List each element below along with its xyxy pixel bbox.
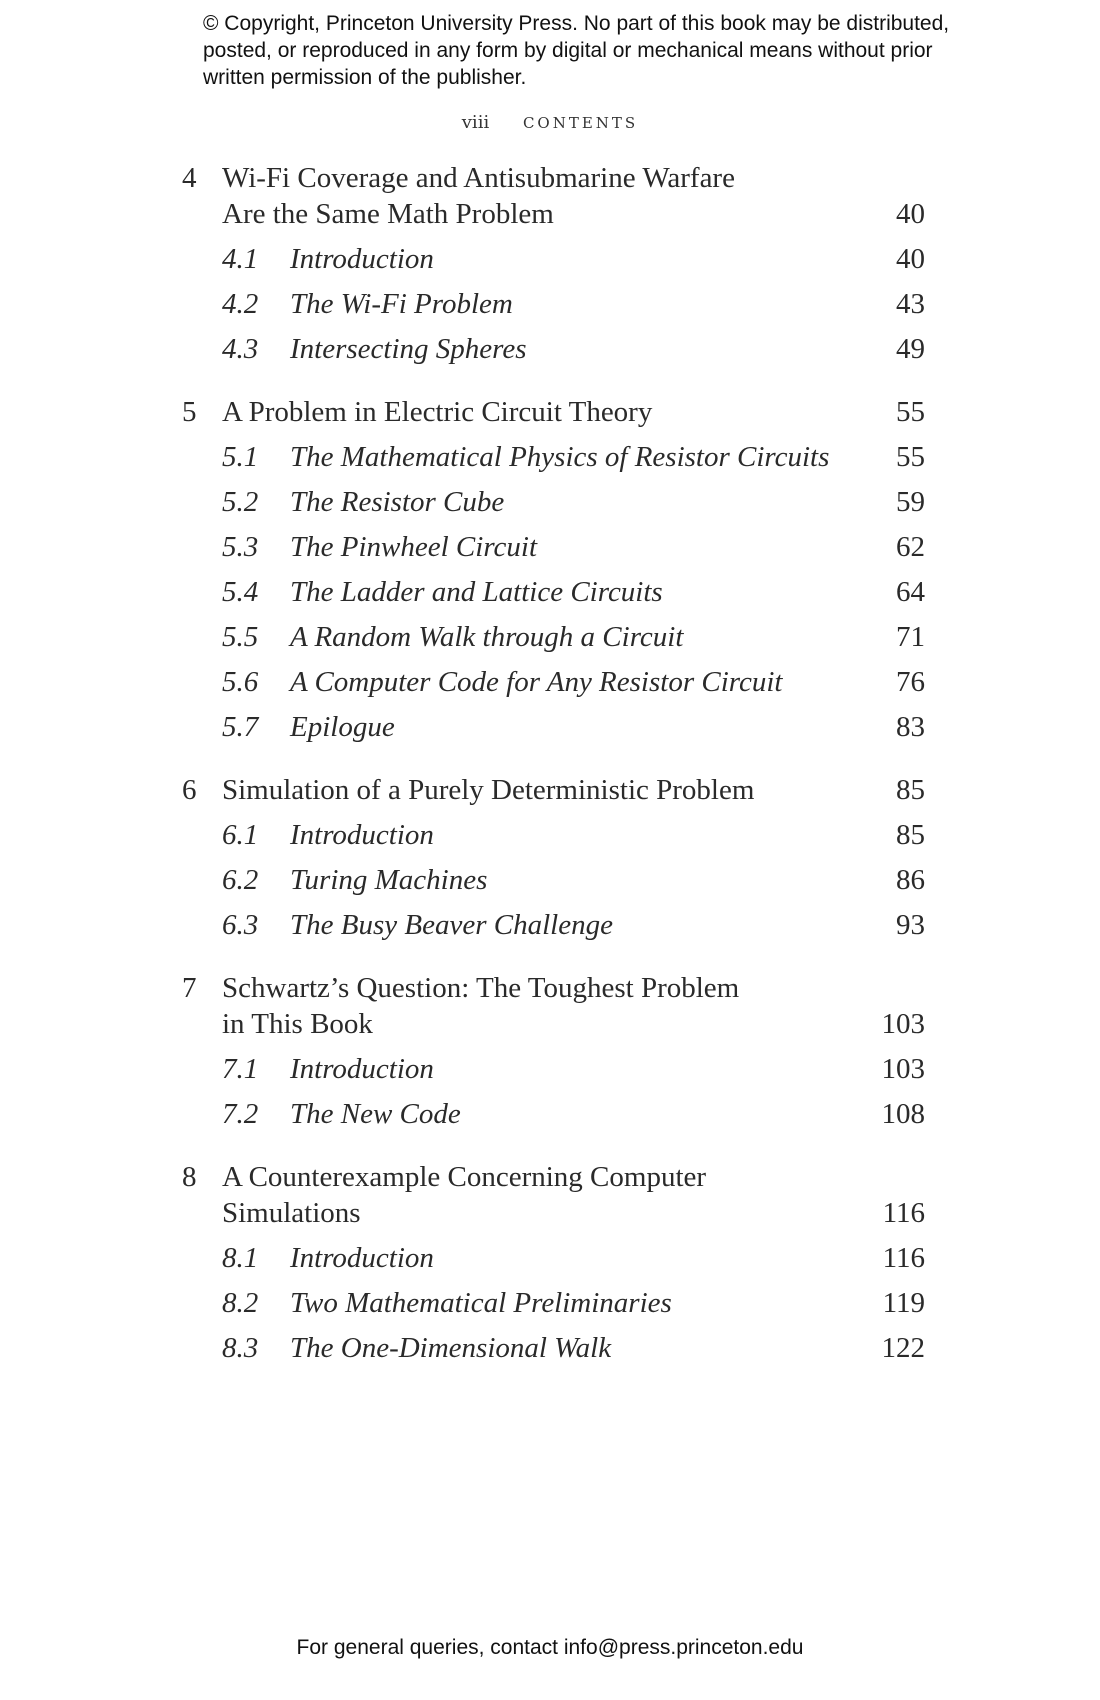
section-number: 4.1 xyxy=(222,243,259,275)
section-title: The New Code xyxy=(290,1098,461,1130)
section-number: 4.2 xyxy=(222,288,259,320)
page-folio: viii xyxy=(461,112,490,133)
section-number: 8.2 xyxy=(222,1287,259,1319)
section-number: 6.2 xyxy=(222,864,259,896)
section-title: Introduction xyxy=(290,243,434,275)
chapter-page-number: 85 xyxy=(896,774,925,806)
chapter-page-number: 40 xyxy=(896,198,925,230)
section-title: Epilogue xyxy=(290,711,395,743)
section-page-number: 119 xyxy=(882,1287,925,1319)
section-page-number: 64 xyxy=(896,576,925,608)
section-number: 6.3 xyxy=(222,909,259,941)
section-page-number: 116 xyxy=(882,1242,925,1274)
section-title: Intersecting Spheres xyxy=(290,333,527,365)
running-head-title: CONTENTS xyxy=(522,114,639,132)
chapter-title: A Problem in Electric Circuit Theory xyxy=(222,396,653,428)
chapter-number: 6 xyxy=(182,774,197,806)
section-page-number: 83 xyxy=(896,711,925,743)
section-number: 5.5 xyxy=(222,621,259,653)
section-title: The Ladder and Lattice Circuits xyxy=(290,576,663,608)
copyright-notice: © Copyright, Princeton University Press. No part of this book may be distributed, posted, or reproduced in any form by digital or mechanical means without prior written permission of the publisher. xyxy=(203,12,950,89)
chapter-number: 4 xyxy=(182,162,197,194)
chapter-title: Are the Same Math Problem xyxy=(222,198,554,230)
section-number: 5.3 xyxy=(222,531,259,563)
section-title: A Random Walk through a Circuit xyxy=(290,621,684,653)
section-number: 8.3 xyxy=(222,1332,259,1364)
section-title: The Mathematical Physics of Resistor Circuits xyxy=(290,441,830,473)
chapter-page-number: 116 xyxy=(882,1197,925,1229)
section-page-number: 55 xyxy=(896,441,925,473)
chapter-title: Wi-Fi Coverage and Antisubmarine Warfare xyxy=(222,162,735,194)
section-page-number: 71 xyxy=(896,621,925,653)
chapter-title: Schwartz’s Question: The Toughest Problem xyxy=(222,972,740,1004)
section-number: 5.2 xyxy=(222,486,259,518)
section-number: 5.7 xyxy=(222,711,259,743)
chapter-title: A Counterexample Concerning Computer xyxy=(222,1161,707,1193)
section-number: 5.6 xyxy=(222,666,259,698)
section-page-number: 49 xyxy=(896,333,925,365)
section-number: 6.1 xyxy=(222,819,259,851)
section-page-number: 122 xyxy=(881,1332,925,1364)
section-page-number: 62 xyxy=(896,531,925,563)
chapter-number: 7 xyxy=(182,972,197,1004)
section-title: The Wi-Fi Problem xyxy=(290,288,513,320)
section-title: Turing Machines xyxy=(290,864,488,896)
chapter-title: in This Book xyxy=(222,1008,373,1040)
chapter-page-number: 55 xyxy=(896,396,925,428)
section-title: Introduction xyxy=(290,819,434,851)
section-number: 4.3 xyxy=(222,333,259,365)
section-page-number: 59 xyxy=(896,486,925,518)
chapter-number: 8 xyxy=(182,1161,197,1193)
footer-contact: For general queries, contact info@press.princeton.edu xyxy=(296,1636,804,1659)
section-title: The Busy Beaver Challenge xyxy=(290,909,613,941)
section-page-number: 40 xyxy=(896,243,925,275)
section-number: 7.2 xyxy=(222,1098,259,1130)
section-title: The One-Dimensional Walk xyxy=(290,1332,612,1364)
section-page-number: 108 xyxy=(881,1098,925,1130)
section-number: 8.1 xyxy=(222,1242,259,1274)
section-page-number: 43 xyxy=(896,288,925,320)
section-page-number: 86 xyxy=(896,864,925,896)
section-page-number: 93 xyxy=(896,909,925,941)
section-number: 5.1 xyxy=(222,441,259,473)
section-number: 5.4 xyxy=(222,576,259,608)
section-title: A Computer Code for Any Resistor Circuit xyxy=(290,666,783,698)
section-page-number: 76 xyxy=(896,666,925,698)
section-title: Introduction xyxy=(290,1242,434,1274)
section-title: Two Mathematical Preliminaries xyxy=(290,1287,672,1319)
chapter-title: Simulations xyxy=(222,1197,361,1229)
section-title: The Resistor Cube xyxy=(290,486,505,518)
running-head xyxy=(0,112,1100,133)
section-page-number: 103 xyxy=(881,1053,925,1085)
chapter-number: 5 xyxy=(182,396,197,428)
chapter-page-number: 103 xyxy=(881,1008,925,1040)
section-page-number: 85 xyxy=(896,819,925,851)
section-title: The Pinwheel Circuit xyxy=(290,531,538,563)
chapter-title: Simulation of a Purely Deterministic Problem xyxy=(222,774,755,806)
section-title: Introduction xyxy=(290,1053,434,1085)
section-number: 7.1 xyxy=(222,1053,259,1085)
